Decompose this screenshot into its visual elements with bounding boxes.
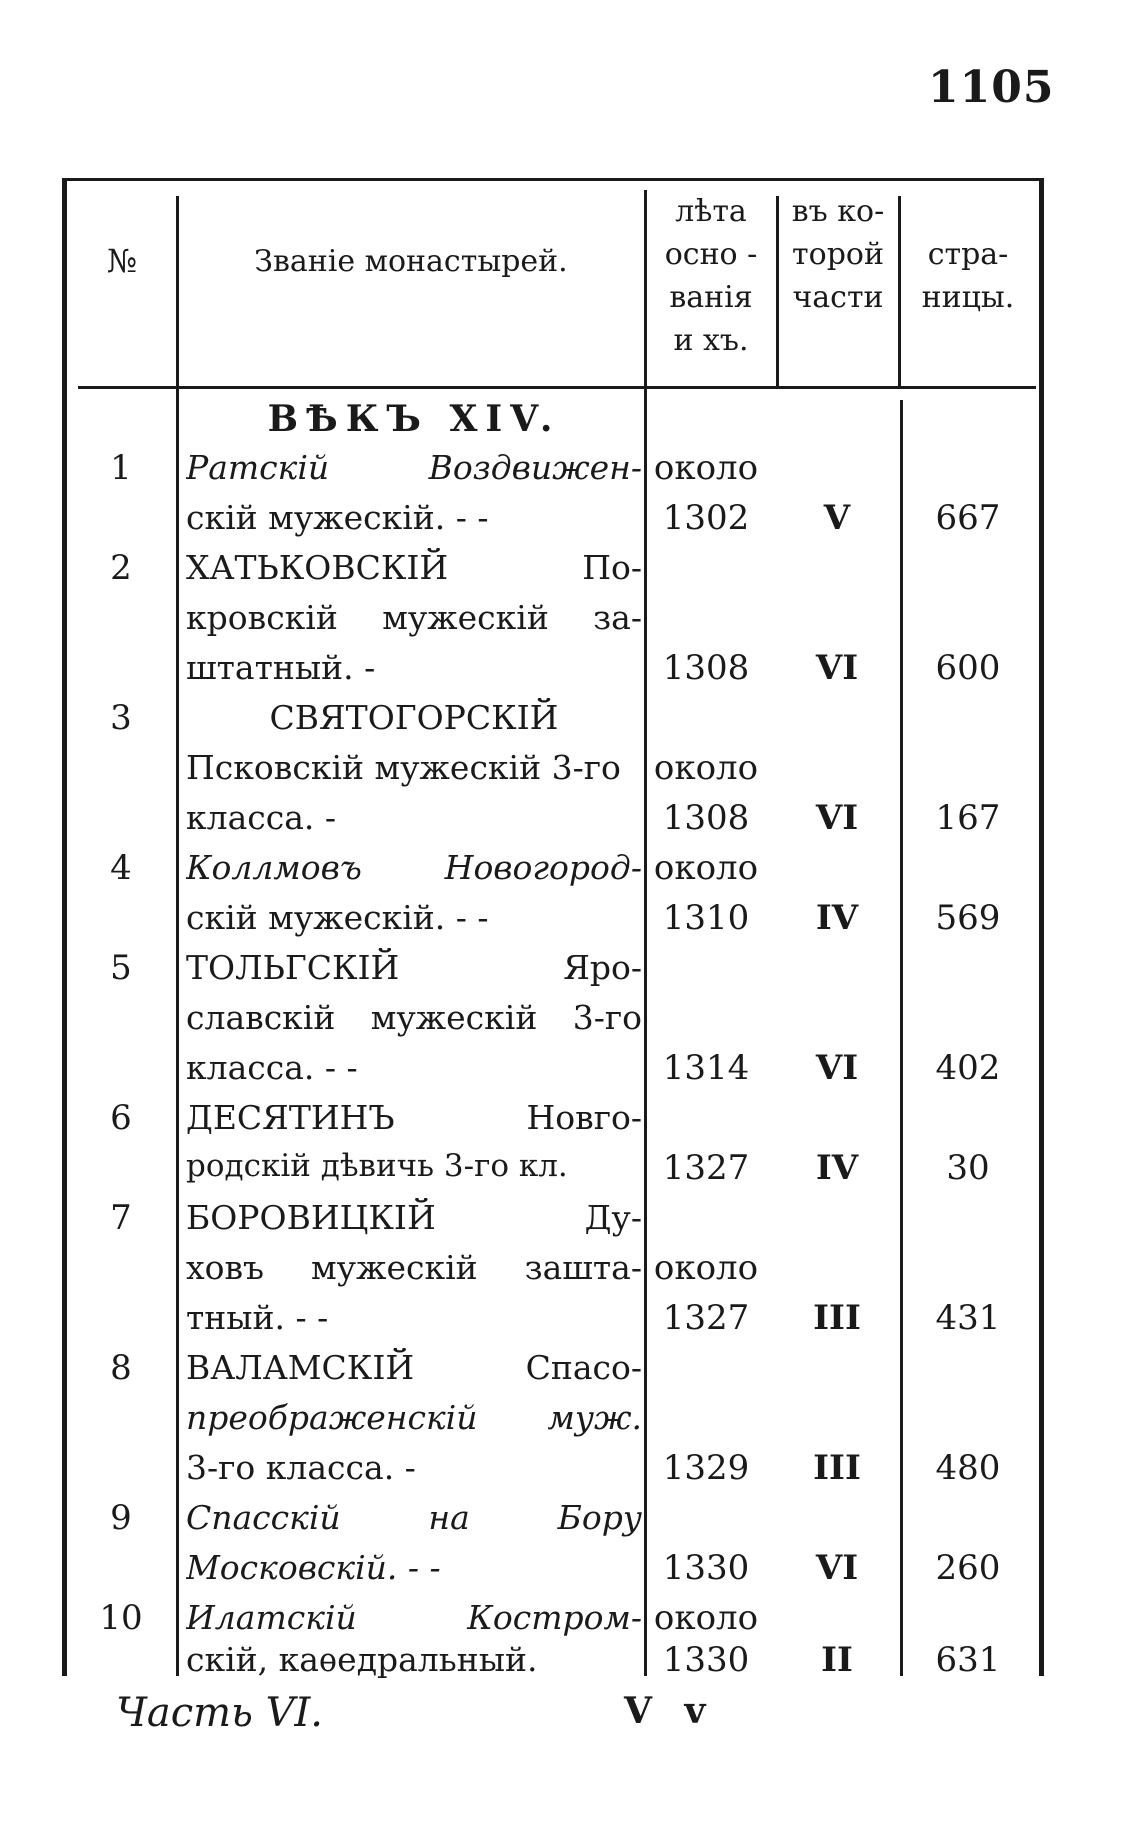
header-part-line: торой [792,237,884,272]
monastery-title-line: СВЯТОГОРСКІЙ [269,698,559,737]
header-part-line: въ ко- [791,194,885,229]
founding-year: 1330 [662,1640,750,1680]
page-ref: 600 [935,648,1001,688]
header-year-line: осно - [664,237,758,272]
monastery-title-line: скій, каѳедральный. [186,1640,538,1679]
monastery-title-line: тный. - - [186,1298,329,1337]
page-ref: 260 [935,1548,1001,1588]
row-number: 7 [110,1198,132,1238]
monastery-title-line: БОРОВИЦКІЙ Ду- [186,1198,642,1237]
page-ref: 30 [946,1148,990,1188]
monastery-title-line: родскій дѣвичь 3-го кл. [186,1148,568,1184]
row-number: 9 [110,1498,132,1538]
page-ref: 402 [935,1048,1001,1088]
monastery-title-line: Ратскій Воздвижен- [186,448,642,487]
monastery-title-line: штатный. - [186,648,376,687]
founding-year: 1308 [662,798,750,838]
header-number: № [106,242,138,280]
monastery-title-line: скій мужескій. - - [186,498,489,537]
monastery-title-line: Московскій. - - [186,1548,441,1587]
monastery-title-line: славскій мужескій 3-го [186,998,642,1037]
row-number: 3 [110,698,132,738]
part-number: IV [815,1148,859,1188]
header-year-line: и хъ. [673,323,749,358]
century-heading: ВѢКЪ XIV. [267,398,561,440]
founding-year: 1329 [662,1448,750,1488]
monastery-title-line: класса. - - [186,1048,358,1087]
page-ref: 569 [935,898,1001,938]
row-number: 8 [110,1348,132,1388]
monastery-title-line: ВАЛАМСКІЙ Спасо- [186,1348,642,1387]
header-rule [78,386,1036,389]
part-number: III [813,1448,861,1488]
monastery-title-line: ХАТЬКОВСКІЙ По- [186,548,642,587]
page-ref: 431 [935,1298,1001,1338]
founding-year: 1302 [662,498,750,538]
row-number: 10 [99,1598,143,1638]
row-number: 4 [110,848,132,888]
header-part [778,190,898,319]
part-number: IV [815,898,859,938]
column-divider [176,196,179,1676]
page-ref: 667 [935,498,1001,538]
footer-signature: Часть VI. [116,1690,323,1736]
header-year [646,190,776,362]
monastery-title-line: Псковскій мужескій 3-го [186,748,621,787]
monastery-title-line: кровскій мужескій за- [186,598,642,637]
founding-year: около [653,1248,759,1288]
page-number: 1105 [928,62,1055,113]
header-year-line: ванія [669,280,753,315]
header-part-line: части [792,280,884,315]
founding-year: 1310 [662,898,750,938]
founding-year: около [653,748,759,788]
monastery-title-line: Илатскій Костром- [186,1598,642,1637]
monastery-title-line: ТОЛЬГСКІЙ Яро- [186,948,642,987]
row-number: 6 [110,1098,132,1138]
page-ref: 167 [935,798,1001,838]
founding-year: около [653,1598,759,1638]
row-number: 1 [110,448,132,488]
part-number: II [821,1640,853,1680]
monastery-title-line: ДЕСЯТИНЪ Новго- [186,1098,642,1137]
page-ref: 480 [935,1448,1001,1488]
monastery-title-line: ховъ мужескій заштa- [186,1248,642,1287]
founding-year: около [653,848,759,888]
part-number: VI [815,798,859,838]
founding-year: 1330 [662,1548,750,1588]
monastery-title-line: Коллмовъ Новогород- [186,848,642,887]
part-number: VI [815,1048,859,1088]
header-year-line: лѣта [675,194,747,229]
page-ref: 631 [935,1640,1001,1680]
monastery-title-line: скій мужескій. - - [186,898,489,937]
monastery-title-line: Спасскій на Бору [186,1498,642,1537]
header-page [900,233,1036,319]
part-number: VI [815,1548,859,1588]
monastery-title-line: 3-го класса. - [186,1448,416,1487]
row-number: 5 [110,948,132,988]
founding-year: около [653,448,759,488]
founding-year: 1314 [662,1048,750,1088]
founding-year: 1327 [662,1298,750,1338]
founding-year: 1308 [662,648,750,688]
monastery-title-line: класса. - [186,798,337,837]
row-number: 2 [110,548,132,588]
founding-year: 1327 [662,1148,750,1188]
monastery-title-line: преображенскій муж. [186,1398,642,1437]
footer-mark: V v [624,1690,716,1732]
part-number: V [823,498,851,538]
part-number: VI [815,648,859,688]
header-title: Званіе монастырей. [254,244,568,279]
header-page-line: стра- [927,237,1009,272]
header-page-line: ницы. [921,280,1015,315]
part-number: III [813,1298,861,1338]
